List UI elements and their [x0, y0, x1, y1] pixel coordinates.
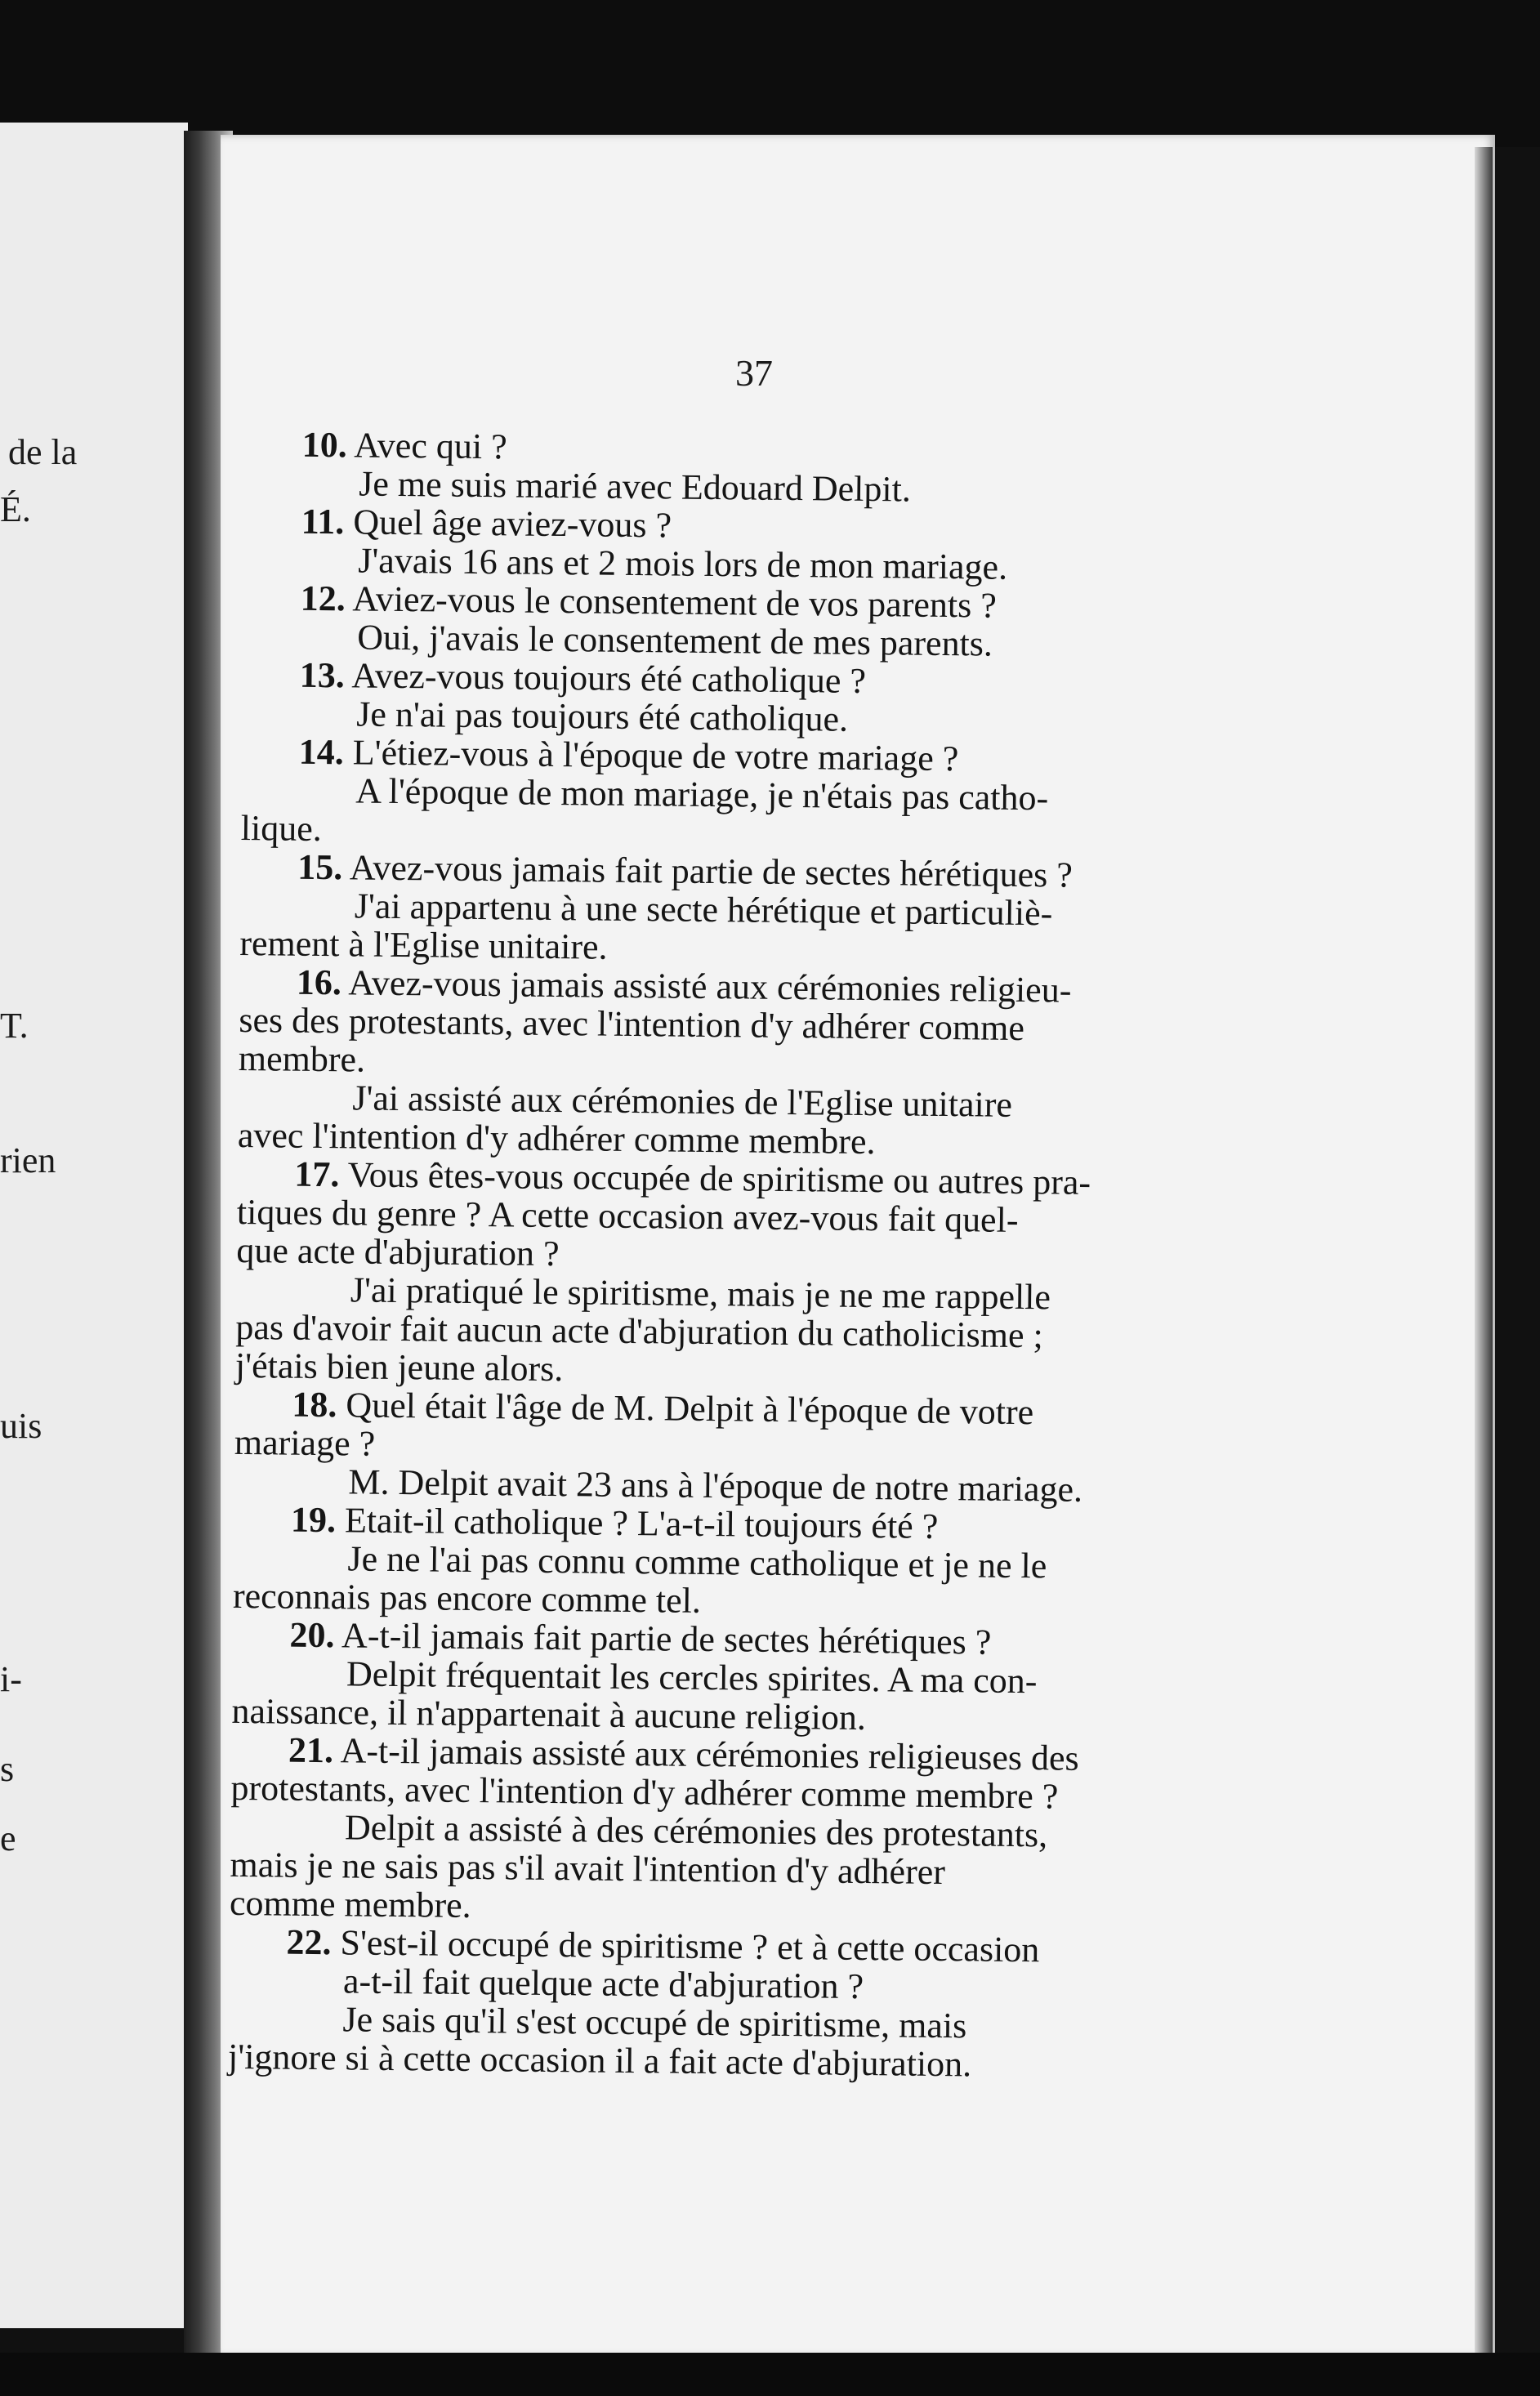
- question-text: A-t-il jamais assisté aux cérémonies religieuses des: [340, 1730, 1079, 1778]
- continuation-line: naissance, il n'appartenait à aucune religion.: [231, 1690, 867, 1738]
- left-fragment: uis: [0, 1406, 42, 1446]
- question-number: 11.: [301, 501, 345, 542]
- answer-line: J'ai pratiqué le spiritisme, mais je ne me rappelle: [350, 1269, 1051, 1318]
- page-text: [228, 425, 1234, 2086]
- question-text: Quel était l'âge de M. Delpit à l'époque de votre: [346, 1385, 1034, 1433]
- left-fragment: T.: [0, 1006, 29, 1046]
- question-text: Etait-il catholique ? L'a-t-il toujours été ?: [344, 1500, 939, 1546]
- answer-line: Je n'ai pas toujours été catholique.: [356, 694, 849, 739]
- question-number: 10.: [301, 424, 348, 466]
- question-number: 12.: [300, 578, 346, 619]
- continuation-line: lique.: [240, 807, 323, 850]
- answer-line: Je ne l'ai pas connu comme catholique et je ne le: [347, 1538, 1047, 1586]
- question-number: 22.: [286, 1921, 332, 1963]
- question-text: Avec qui ?: [354, 425, 507, 467]
- question-number: 15.: [297, 846, 343, 888]
- question-text: Avez-vous jamais assisté aux cérémonies religieu-: [348, 962, 1072, 1011]
- answer-line: M. Delpit avait 23 ans à l'époque de notre mariage.: [348, 1461, 1083, 1510]
- question-number: 18.: [292, 1384, 337, 1426]
- continuation-line: j'ignore si à cette occasion il a fait acte d'abjuration.: [227, 2036, 972, 2085]
- continuation-line: mais je ne sais pas s'il avait l'intention d'y adhérer: [230, 1844, 946, 1893]
- answer-line: Delpit a assisté à des cérémonies des protestants,: [344, 1807, 1048, 1855]
- answer-line: Je sais qu'il s'est occupé de spiritisme, mais: [342, 1999, 967, 2046]
- continuation-line: ses des protestants, avec l'intention d'y adhérer comme: [239, 999, 1025, 1049]
- question-text: Vous êtes-vous occupée de spiritisme ou autres pra-: [347, 1154, 1091, 1202]
- answer-line: Delpit fréquentait les cercles spirites. A ma con-: [346, 1653, 1038, 1702]
- question-number: 21.: [288, 1729, 334, 1771]
- page-edge: [1475, 147, 1493, 2353]
- question-number: 19.: [290, 1499, 337, 1541]
- left-fragment: de la: [8, 432, 78, 472]
- continuation-line: membre.: [238, 1037, 366, 1080]
- question-number: 20.: [289, 1614, 335, 1656]
- question-text: A-t-il jamais fait partie de sectes hérétiques ?: [341, 1615, 992, 1662]
- continuation-line: j'étais bien jeune alors.: [234, 1345, 564, 1390]
- answer-line: J'ai assisté aux cérémonies de l'Eglise unitaire: [352, 1078, 1013, 1125]
- left-fragment: e: [0, 1818, 16, 1858]
- continuation-line: mariage ?: [234, 1421, 376, 1464]
- left-fragment: É.: [0, 489, 31, 529]
- answer-line: J'ai appartenu à une secte hérétique et particuliè-: [354, 886, 1053, 934]
- left-fragment: s: [0, 1749, 15, 1789]
- answer-line: Je me suis marié avec Edouard Delpit.: [358, 463, 912, 510]
- question-text: Avez-vous toujours été catholique ?: [351, 655, 867, 701]
- question-number: 16.: [296, 962, 342, 1003]
- question-number: 17.: [294, 1153, 340, 1195]
- question-text: S'est-il occupé de spiritisme ? et à cette occasion: [340, 1922, 1040, 1970]
- answer-line: A l'époque de mon mariage, je n'étais pas catho-: [355, 770, 1049, 819]
- continuation-line: rement à l'Eglise unitaire.: [239, 922, 608, 967]
- continuation-line: pas d'avoir fait aucun acte d'abjuration du catholicisme ;: [235, 1306, 1044, 1356]
- previous-page-fragment: [0, 123, 188, 2328]
- continuation-line: reconnais pas encore comme tel.: [232, 1575, 702, 1621]
- continuation-line: tiques du genre ? A cette occasion avez-vous fait quel-: [236, 1191, 1019, 1240]
- question-text: Avez-vous jamais fait partie de sectes hérétiques ?: [349, 847, 1074, 895]
- question-text: Aviez-vous le consentement de vos parents ?: [352, 578, 998, 626]
- scan-background-top: [0, 0, 1540, 147]
- scan-background-bottom: [0, 2353, 1540, 2396]
- continuation-line: comme membre.: [229, 1882, 471, 1925]
- continuation-line: protestants, avec l'intention d'y adhérer comme membre ?: [230, 1767, 1059, 1817]
- continuation-line: avec l'intention d'y adhérer comme membre.: [237, 1114, 876, 1162]
- continuation-line: que acte d'abjuration ?: [236, 1229, 560, 1274]
- answer-line: Oui, j'avais le consentement de mes parents.: [357, 617, 993, 664]
- page-number: 37: [735, 352, 773, 394]
- left-fragment: i-: [0, 1659, 22, 1699]
- question-text: Quel âge aviez-vous ?: [353, 502, 672, 546]
- answer-line: a-t-il fait quelque acte d'abjuration ?: [342, 1961, 864, 2007]
- question-text: L'étiez-vous à l'époque de votre mariage ?: [352, 732, 959, 779]
- answer-line: J'avais 16 ans et 2 mois lors de mon mariage.: [358, 540, 1008, 587]
- left-fragment: rien: [0, 1140, 56, 1180]
- question-number: 14.: [298, 731, 345, 773]
- question-number: 13.: [299, 654, 346, 696]
